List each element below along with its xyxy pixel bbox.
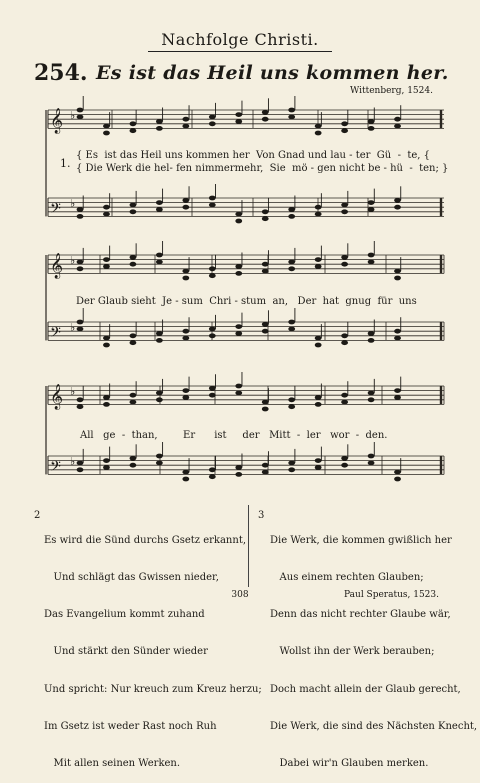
note-head (77, 327, 84, 332)
note-head (130, 255, 137, 260)
note-head (182, 269, 189, 274)
note-head (156, 126, 163, 131)
note-head (182, 336, 189, 341)
hymn-title: Es ist das Heil uns kommen her. (96, 62, 449, 84)
note-head (77, 320, 84, 325)
note-head (130, 262, 137, 267)
note-head (235, 264, 242, 269)
note-head (235, 212, 242, 217)
note-head (103, 257, 110, 262)
note-head (209, 333, 216, 338)
note-head (368, 397, 375, 402)
note-head (77, 207, 84, 212)
bass-clef-icon: 𝄢 (50, 324, 61, 345)
note-head (103, 343, 110, 348)
note-head (288, 404, 295, 409)
note-head (288, 108, 295, 113)
verse-2-line: Und spricht: Nur kreuch zum Kreuz herzu; (44, 683, 262, 695)
bass-clef-icon: 𝄢 (50, 458, 61, 479)
note-head (288, 397, 295, 402)
key-flat-icon: ♭ (70, 455, 76, 469)
note-head (77, 266, 84, 271)
note-head (103, 264, 110, 269)
note-head (394, 198, 401, 203)
verse-2-text (44, 510, 265, 783)
note-head (288, 327, 295, 332)
note-head (235, 119, 242, 124)
note-head (77, 467, 84, 472)
note-head (288, 260, 295, 265)
verse-divider (248, 505, 249, 587)
note-head (156, 260, 163, 265)
verse-2-number: 2 (34, 510, 41, 521)
section-title: Nachfolge Christi. (161, 30, 319, 49)
note-head (368, 126, 375, 131)
note-head (209, 266, 216, 271)
verse-2-line: Und schlägt das Gwissen nieder, (44, 572, 219, 584)
note-head (315, 205, 322, 210)
note-head (341, 333, 348, 338)
note-head (130, 393, 137, 398)
note-head (182, 388, 189, 393)
verse-3-line: Denn das nicht rechter Glaube wär, (270, 609, 451, 621)
note-head (394, 124, 401, 129)
note-head (262, 322, 269, 327)
key-flat-icon: ♭ (70, 321, 76, 335)
note-head (341, 393, 348, 398)
note-head (103, 395, 110, 400)
note-head (235, 112, 242, 117)
verse-2-line: Es wird die Sünd durchs Gsetz erkannt, (44, 534, 247, 546)
note-head (262, 463, 269, 468)
note-head (182, 276, 189, 281)
note-head (394, 205, 401, 210)
note-head (209, 386, 216, 391)
note-head (315, 124, 322, 129)
note-head (262, 400, 269, 405)
note-head (341, 262, 348, 267)
note-head (77, 397, 84, 402)
tune-origin: Wittenberg, 1524. (350, 86, 433, 96)
key-flat-icon: ♭ (70, 385, 76, 399)
note-head (130, 400, 137, 405)
note-head (394, 477, 401, 482)
note-head (341, 128, 348, 133)
note-head (182, 477, 189, 482)
note-head (368, 119, 375, 124)
key-flat-icon: ♭ (70, 254, 76, 268)
note-head (315, 336, 322, 341)
bass-clef-icon: 𝄢 (50, 200, 61, 221)
note-head (209, 196, 216, 201)
note-head (288, 461, 295, 466)
note-head (235, 391, 242, 396)
note-head (368, 454, 375, 459)
note-head (77, 461, 84, 466)
note-head (156, 338, 163, 343)
note-head (235, 271, 242, 276)
key-flat-icon: ♭ (70, 197, 76, 211)
note-head (209, 393, 216, 398)
verse-3-line: Wollst ihn der Werk berauben; (270, 646, 435, 658)
note-head (315, 257, 322, 262)
note-head (77, 260, 84, 265)
note-head (209, 273, 216, 278)
note-head (394, 117, 401, 122)
note-head (368, 200, 375, 205)
stanza-1-line-3: Der Glaub sieht Je - sum Chri - stum an, Der hat gnug für uns (76, 296, 417, 307)
note-head (288, 467, 295, 472)
note-head (130, 209, 137, 214)
note-head (103, 465, 110, 470)
treble-clef-icon: 𝄞 (50, 253, 64, 279)
note-head (235, 331, 242, 336)
note-head (341, 203, 348, 208)
note-head (262, 262, 269, 267)
note-head (341, 400, 348, 405)
note-head (130, 203, 137, 208)
note-head (368, 260, 375, 265)
note-head (315, 402, 322, 407)
note-head (262, 470, 269, 475)
note-head (315, 465, 322, 470)
note-head (235, 472, 242, 477)
note-head (394, 470, 401, 475)
note-head (315, 264, 322, 269)
note-head (103, 131, 110, 136)
note-head (262, 216, 269, 221)
note-head (103, 212, 110, 217)
verse-2-line: Das Evangelium kommt zuhand (44, 609, 205, 621)
note-head (156, 391, 163, 396)
note-head (262, 110, 269, 115)
key-flat-icon: ♭ (70, 109, 76, 123)
note-head (77, 108, 84, 113)
note-head (156, 200, 163, 205)
stanza-1-number: 1. (60, 157, 71, 170)
verse-3-number: 3 (258, 510, 265, 521)
note-head (315, 458, 322, 463)
note-head (130, 456, 137, 461)
text-author: Paul Speratus, 1523. (344, 590, 439, 600)
note-head (368, 207, 375, 212)
note-head (235, 219, 242, 224)
note-head (156, 331, 163, 336)
note-head (288, 320, 295, 325)
note-head (182, 117, 189, 122)
note-head (77, 115, 84, 120)
note-head (156, 397, 163, 402)
verse-3-text (270, 510, 477, 783)
note-head (288, 115, 295, 120)
note-head (103, 402, 110, 407)
note-head (341, 340, 348, 345)
verse-3-line: Dabei wir'n Glauben merken. (270, 758, 429, 770)
note-head (209, 115, 216, 120)
note-head (394, 336, 401, 341)
note-head (341, 255, 348, 260)
note-head (315, 395, 322, 400)
note-head (156, 454, 163, 459)
note-head (262, 329, 269, 334)
hymn-number: 254. (34, 60, 88, 86)
page-number: 308 (231, 590, 249, 600)
note-head (103, 205, 110, 210)
note-head (103, 458, 110, 463)
note-head (77, 404, 84, 409)
note-head (368, 461, 375, 466)
verse-2-line: Mit allen seinen Werken. (44, 758, 181, 770)
note-head (209, 327, 216, 332)
note-head (262, 209, 269, 214)
note-head (368, 338, 375, 343)
note-head (209, 474, 216, 479)
note-head (182, 124, 189, 129)
stanza-1-line-1: { Es ist das Heil uns kommen her Von Gnad und lau - ter Gü - te, { (76, 150, 430, 161)
verse-2-line: Im Gsetz ist weder Rast noch Ruh (44, 720, 217, 732)
note-head (182, 395, 189, 400)
note-head (209, 467, 216, 472)
stanza-1-line-4: All ge - than, Er ist der Mitt - ler wor - den. (80, 430, 388, 441)
verse-3-line: Die Werk, die kommen gwißlich her (270, 534, 452, 546)
note-head (288, 266, 295, 271)
note-head (130, 128, 137, 133)
note-head (341, 456, 348, 461)
note-head (235, 384, 242, 389)
note-head (103, 336, 110, 341)
note-head (341, 463, 348, 468)
note-head (103, 124, 110, 129)
treble-clef-icon: 𝄞 (50, 384, 64, 410)
verse-3-line: Doch macht allein der Glaub gerecht, (270, 683, 461, 695)
note-head (156, 119, 163, 124)
note-head (182, 205, 189, 210)
note-head (394, 395, 401, 400)
note-head (394, 388, 401, 393)
note-head (182, 198, 189, 203)
stanza-1-line-2: { Die Werk die hel- fen nimmermehr, Sie mö - gen nicht be - hü - ten; } (76, 163, 449, 174)
note-head (130, 463, 137, 468)
treble-clef-icon: 𝄞 (50, 108, 64, 134)
note-head (182, 329, 189, 334)
note-head (156, 253, 163, 258)
note-head (341, 209, 348, 214)
note-head (209, 121, 216, 126)
note-head (394, 329, 401, 334)
note-head (394, 276, 401, 281)
note-head (130, 121, 137, 126)
note-head (130, 333, 137, 338)
verse-3-line: Die Werk, die sind des Nächsten Knecht, (270, 720, 478, 732)
note-head (288, 214, 295, 219)
note-head (156, 207, 163, 212)
note-head (262, 407, 269, 412)
verse-2-line: Und stärkt den Sünder wieder (44, 646, 208, 658)
note-head (368, 391, 375, 396)
note-head (368, 331, 375, 336)
note-head (262, 117, 269, 122)
note-head (77, 214, 84, 219)
note-head (288, 207, 295, 212)
note-head (130, 340, 137, 345)
note-head (262, 269, 269, 274)
note-head (368, 253, 375, 258)
note-head (209, 203, 216, 208)
note-head (315, 212, 322, 217)
note-head (315, 131, 322, 136)
note-head (394, 269, 401, 274)
note-head (341, 121, 348, 126)
note-head (235, 465, 242, 470)
note-head (315, 343, 322, 348)
note-head (235, 324, 242, 329)
note-head (182, 470, 189, 475)
note-head (156, 461, 163, 466)
verse-3-line: Aus einem rechten Glauben; (270, 572, 424, 584)
